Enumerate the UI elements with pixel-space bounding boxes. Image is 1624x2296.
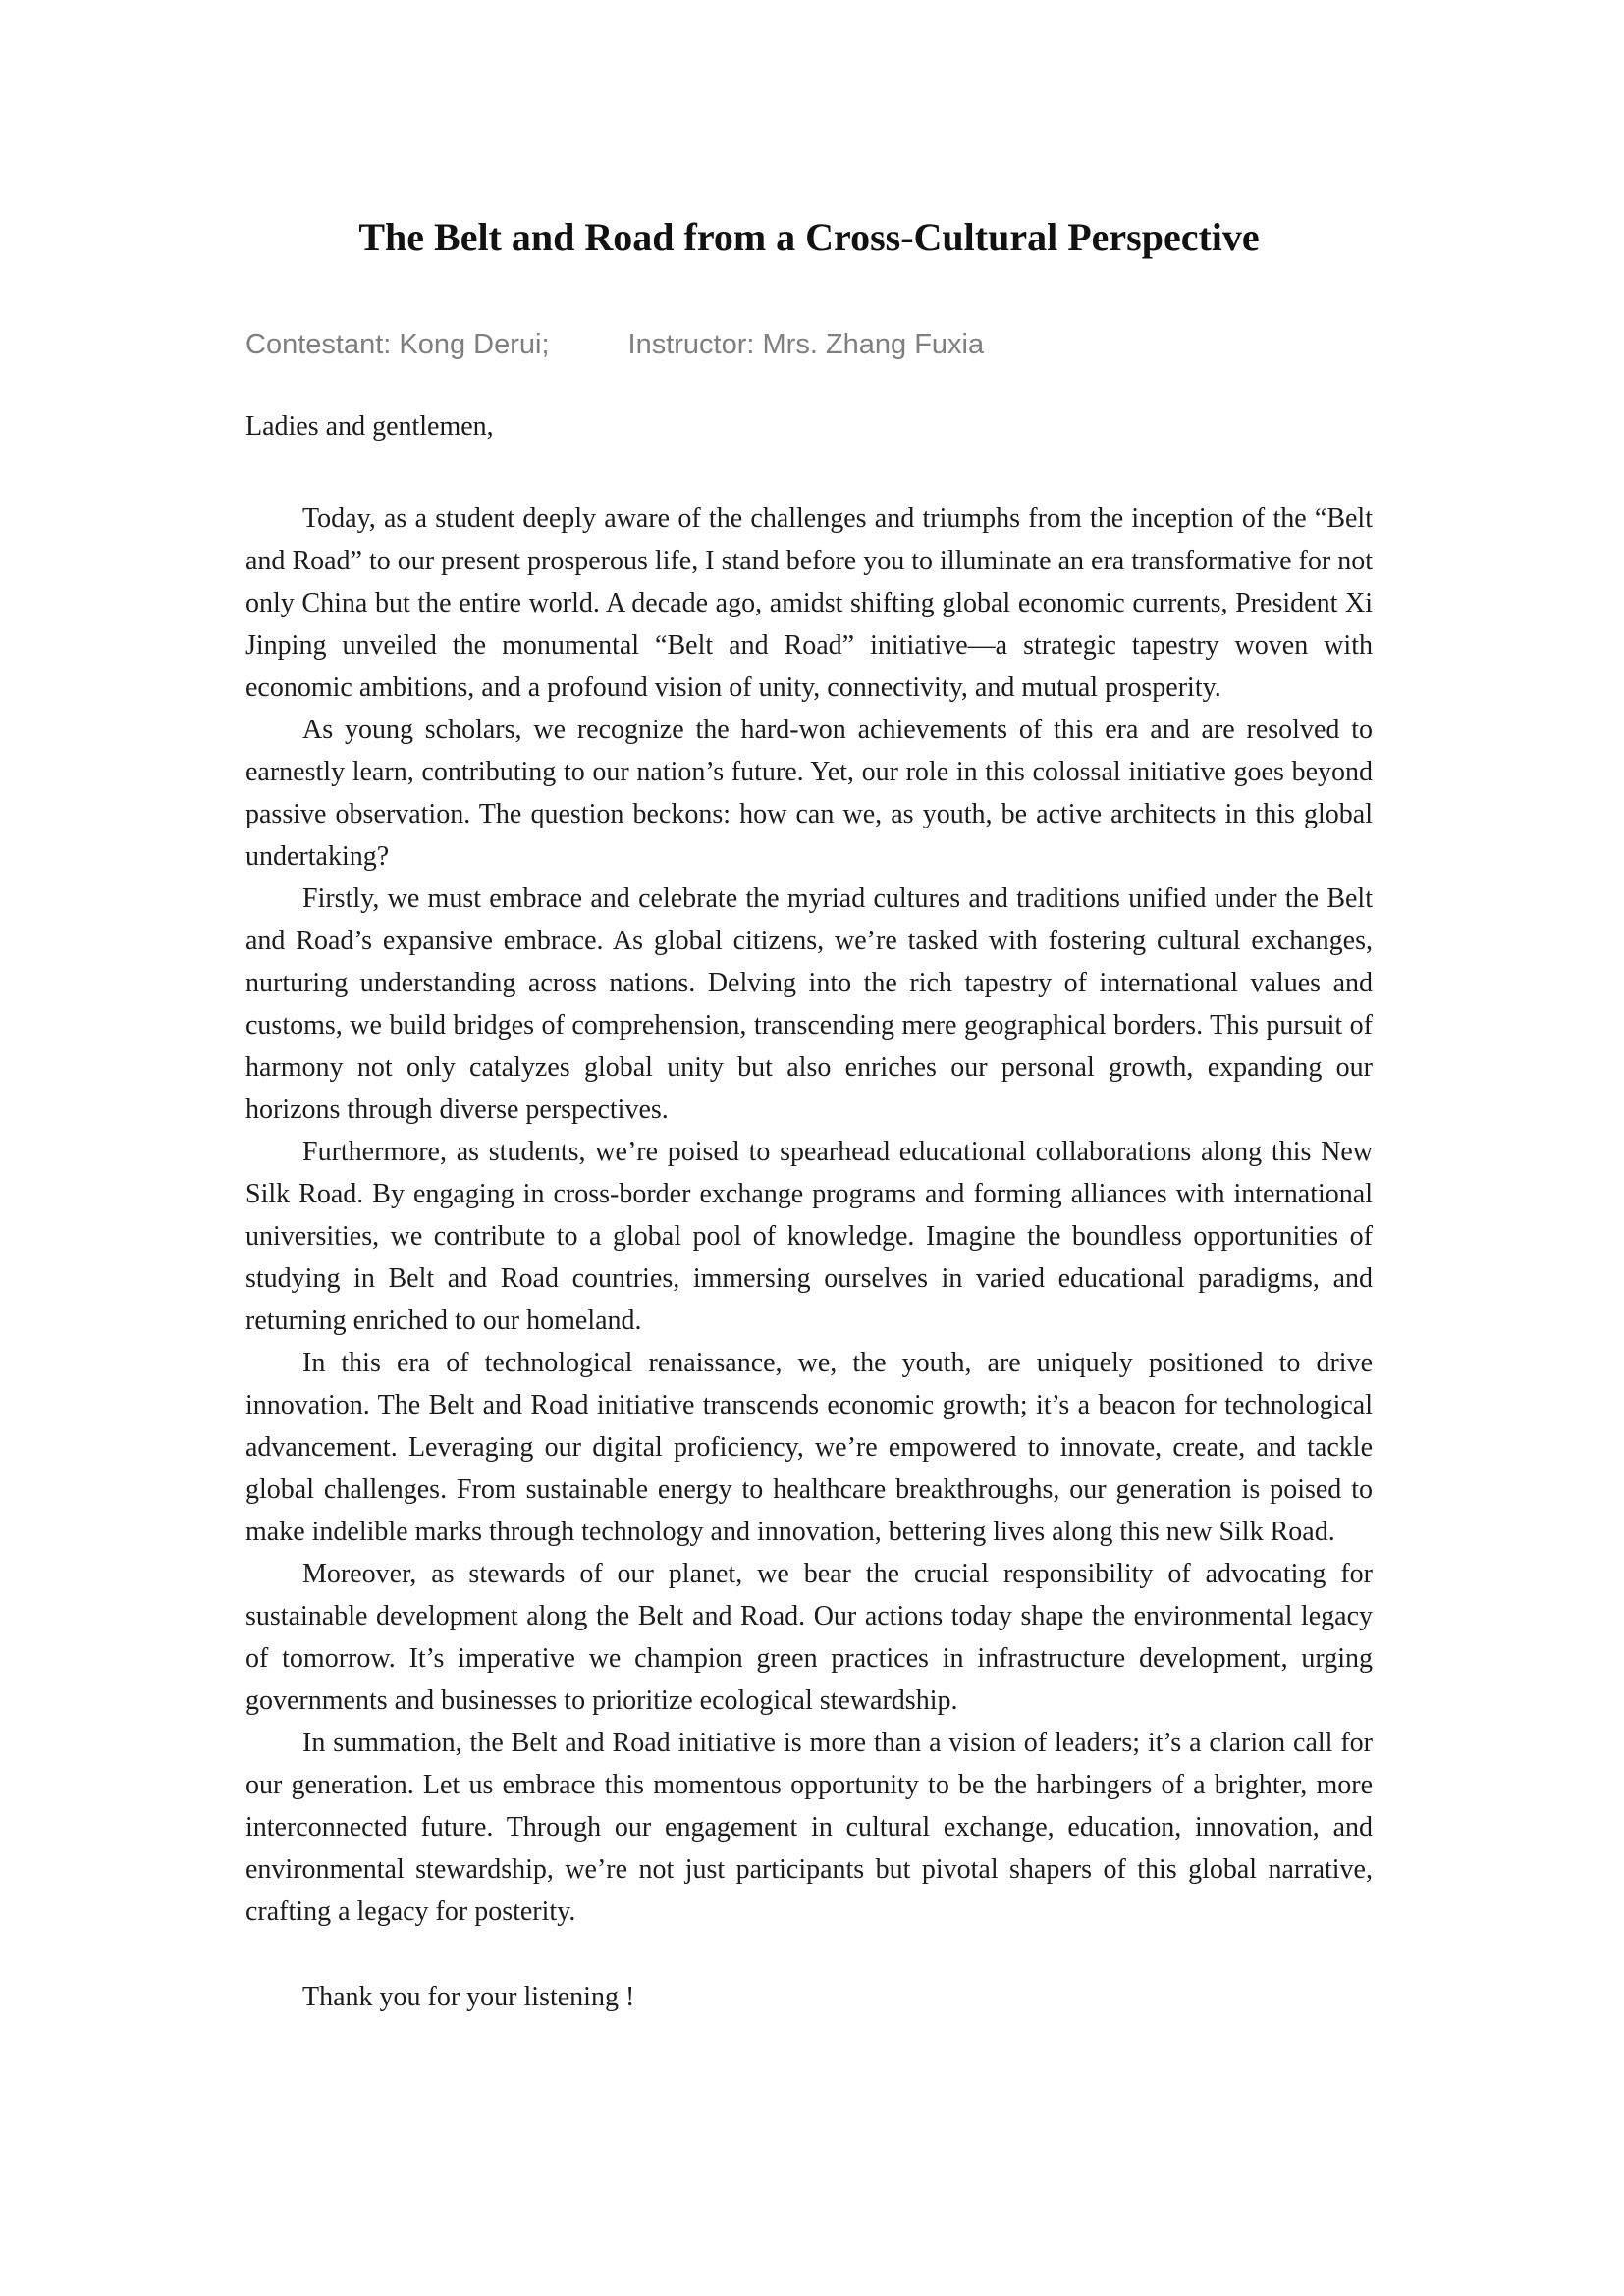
instructor-label: Instructor: Mrs. Zhang Fuxia xyxy=(627,329,985,360)
document-title: The Belt and Road from a Cross-Cultural Perspective xyxy=(358,215,1260,259)
paragraph: In this era of technological renaissance, we, the youth, are uniquely positioned to drive innovation. The Belt and Road initiative transcends economic growth; it’s a beacon for technological advancement. Leveraging our digital proficiency, we’re empowered to innovate, create, and tackle global challenges. From sustainable energy to healthcare breakthroughs, our generation is poised to make indelible marks through technology and innovation, bettering lives along this new Silk Road. xyxy=(245,1348,1373,1547)
paragraph: Firstly, we must embrace and celebrate the myriad cultures and traditions unified under the Belt and Road’s expansive embrace. As global citizens, we’re tasked with fostering cultural exchanges, nurturing understanding across nations. Delving into the rich tapestry of international values and customs, we build bridges of comprehension, transcending mere geographical borders. This pursuit of harmony not only catalyzes global unity but also enriches our personal growth, expanding our horizons through diverse perspectives. xyxy=(245,883,1373,1125)
paragraph: As young scholars, we recognize the hard-won achievements of this era and are resolved to earnestly learn, contributing to our nation’s future. Yet, our role in this colossal initiative goes beyond passive observation. The question beckons: how can we, as youth, be active architects in this global undertaking? xyxy=(245,715,1373,872)
paragraph: Today, as a student deeply aware of the challenges and triumphs from the inception of the “Belt and Road” to our present prosperous life, I stand before you to illuminate an era transformative for not only China but the entire world. A decade ago, amidst shifting global economic currents, President Xi Jinping unveiled the monumental “Belt and Road” initiative—a strategic tapestry woven with economic ambitions, and a profound vision of unity, connectivity, and mutual prosperity. xyxy=(245,504,1373,703)
closing-line: Thank you for your listening ! xyxy=(302,1982,635,2012)
paragraph: Furthermore, as students, we’re poised to spearhead educational collaborations along this New Silk Road. By engaging in cross-border exchange programs and forming alliances with international universities, we contribute to a global pool of knowledge. Imagine the boundless opportunities of studying in Belt and Road countries, immersing ourselves in varied educational paradigms, and returning enriched to our homeland. xyxy=(245,1137,1373,1336)
byline xyxy=(245,325,1373,364)
contestant-label: Contestant: Kong Derui; xyxy=(245,329,550,360)
salutation: Ladies and gentlemen, xyxy=(245,411,494,442)
paragraph: In summation, the Belt and Road initiative is more than a vision of leaders; it’s a clarion call for our generation. Let us embrace this momentous opportunity to be the harbingers of a brighter, more interconnected future. Through our engagement in cultural exchange, education, innovation, and environmental stewardship, we’re not just participants but pivotal shapers of this global narrative, crafting a legacy for posterity. xyxy=(245,1728,1373,1927)
speech-body xyxy=(245,498,1373,1933)
paragraph: Moreover, as stewards of our planet, we bear the crucial responsibility of advocating for sustainable development along the Belt and Road. Our actions today shape the environmental legacy of tomorrow. It’s imperative we champion green practices in infrastructure development, urging governments and businesses to prioritize ecological stewardship. xyxy=(245,1559,1373,1716)
